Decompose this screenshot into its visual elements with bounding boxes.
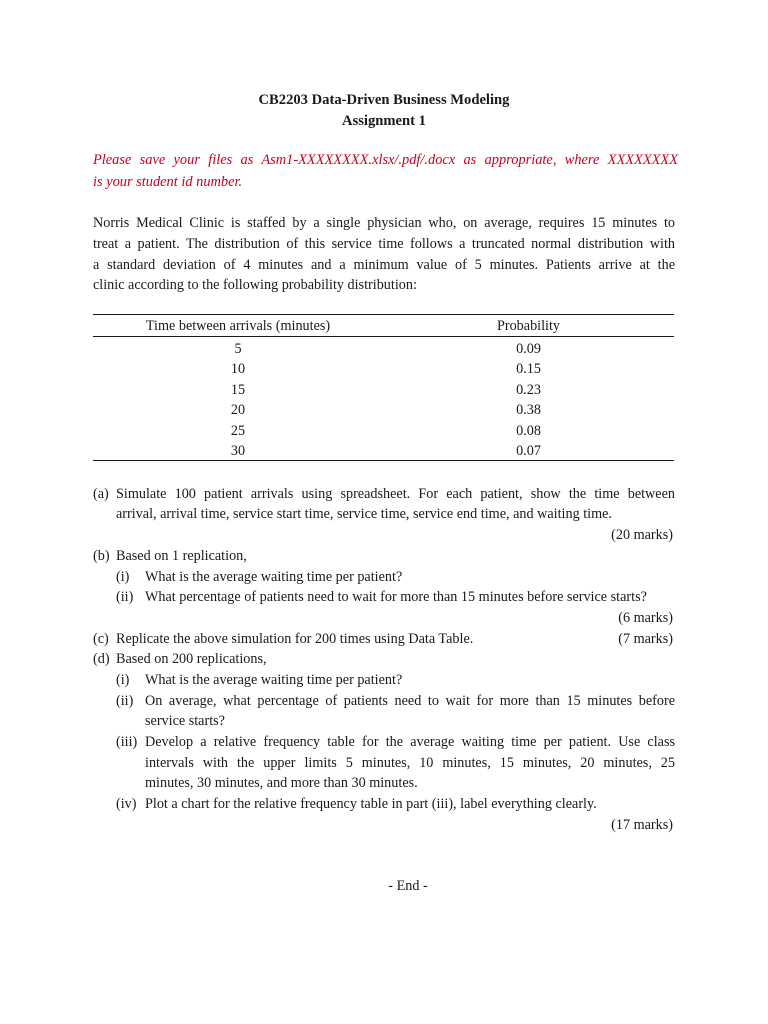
intro-line1: Norris Medical Clinic is staffed by a single physician who, on average, requires 15 minutes to (93, 215, 675, 231)
question-a-line2: arrival, arrival time, service start time, service time, service end time, and waiting time. (116, 506, 612, 522)
question-d-iv-text: Plot a chart for the relative frequency table in part (iii), label everything clearly. (145, 796, 597, 812)
question-d-text: Based on 200 replications, (116, 651, 267, 667)
table-row-time: 25 (230, 423, 246, 439)
table-row-time: 30 (230, 443, 246, 459)
question-d-iii-line3: minutes, 30 minutes, and more than 30 minutes. (145, 775, 418, 791)
table-row-probability: 0.23 (516, 382, 541, 398)
question-c-text: Replicate the above simulation for 200 times using Data Table. (116, 631, 474, 647)
table-row-probability: 0.09 (516, 341, 541, 357)
table-header-rule (93, 336, 674, 337)
question-b-label: (b) (93, 548, 110, 564)
question-b-marks: (6 marks) (618, 610, 673, 626)
question-b-ii-text: What percentage of patients need to wait for more than 15 minutes before service starts? (145, 589, 647, 605)
table-row-probability: 0.15 (516, 361, 541, 377)
question-d-i-label: (i) (116, 672, 130, 688)
question-a-line1: Simulate 100 patient arrivals using spreadsheet. For each patient, show the time between (116, 486, 675, 502)
table-top-rule (93, 314, 674, 315)
intro-line4: clinic according to the following probability distribution: (93, 277, 417, 293)
question-d-ii-line2: service starts? (145, 713, 225, 729)
table-row-time: 20 (230, 402, 246, 418)
question-b-ii-label: (ii) (116, 589, 134, 605)
table-header-time: Time between arrivals (minutes) (145, 318, 331, 334)
assignment-title: Assignment 1 (342, 113, 426, 129)
intro-line2: treat a patient. The distribution of this service time follows a truncated normal distribution with (93, 236, 675, 252)
question-d-ii-line1: On average, what percentage of patients need to wait for more than 15 minutes before (145, 693, 675, 709)
file-naming-note-line2: is your student id number. (93, 174, 243, 190)
course-title: CB2203 Data-Driven Business Modeling (258, 92, 510, 108)
file-naming-note-line1: Please save your files as Asm1-XXXXXXXX.xlsx/.pdf/.docx as appropriate, where XXXXXXXX (93, 152, 678, 168)
table-row-time: 5 (234, 341, 242, 357)
question-b-i-text: What is the average waiting time per patient? (145, 569, 403, 585)
question-d-iv-label: (iv) (116, 796, 137, 812)
intro-line3: a standard deviation of 4 minutes and a minimum value of 5 minutes. Patients arrive at the (93, 257, 675, 273)
question-a-label: (a) (93, 486, 109, 502)
table-row-probability: 0.08 (516, 423, 541, 439)
table-bottom-rule (93, 460, 674, 461)
question-b-i-label: (i) (116, 569, 130, 585)
table-row-time: 10 (230, 361, 246, 377)
end-marker: - End - (388, 878, 428, 894)
table-row-probability: 0.38 (516, 402, 541, 418)
table-row-probability: 0.07 (516, 443, 541, 459)
table-row-time: 15 (230, 382, 246, 398)
question-b-text: Based on 1 replication, (116, 548, 247, 564)
question-d-i-text: What is the average waiting time per patient? (145, 672, 403, 688)
question-c-label: (c) (93, 631, 109, 647)
table-header-probability: Probability (496, 318, 561, 334)
question-d-iii-line2: intervals with the upper limits 5 minutes, 10 minutes, 15 minutes, 20 minutes, 25 (145, 755, 675, 771)
question-d-marks: (17 marks) (611, 817, 673, 833)
question-d-iii-label: (iii) (116, 734, 138, 750)
question-d-label: (d) (93, 651, 110, 667)
question-d-ii-label: (ii) (116, 693, 134, 709)
question-a-marks: (20 marks) (611, 527, 673, 543)
question-d-iii-line1: Develop a relative frequency table for the average waiting time per patient. Use class (145, 734, 675, 750)
question-c-marks: (7 marks) (618, 631, 673, 647)
